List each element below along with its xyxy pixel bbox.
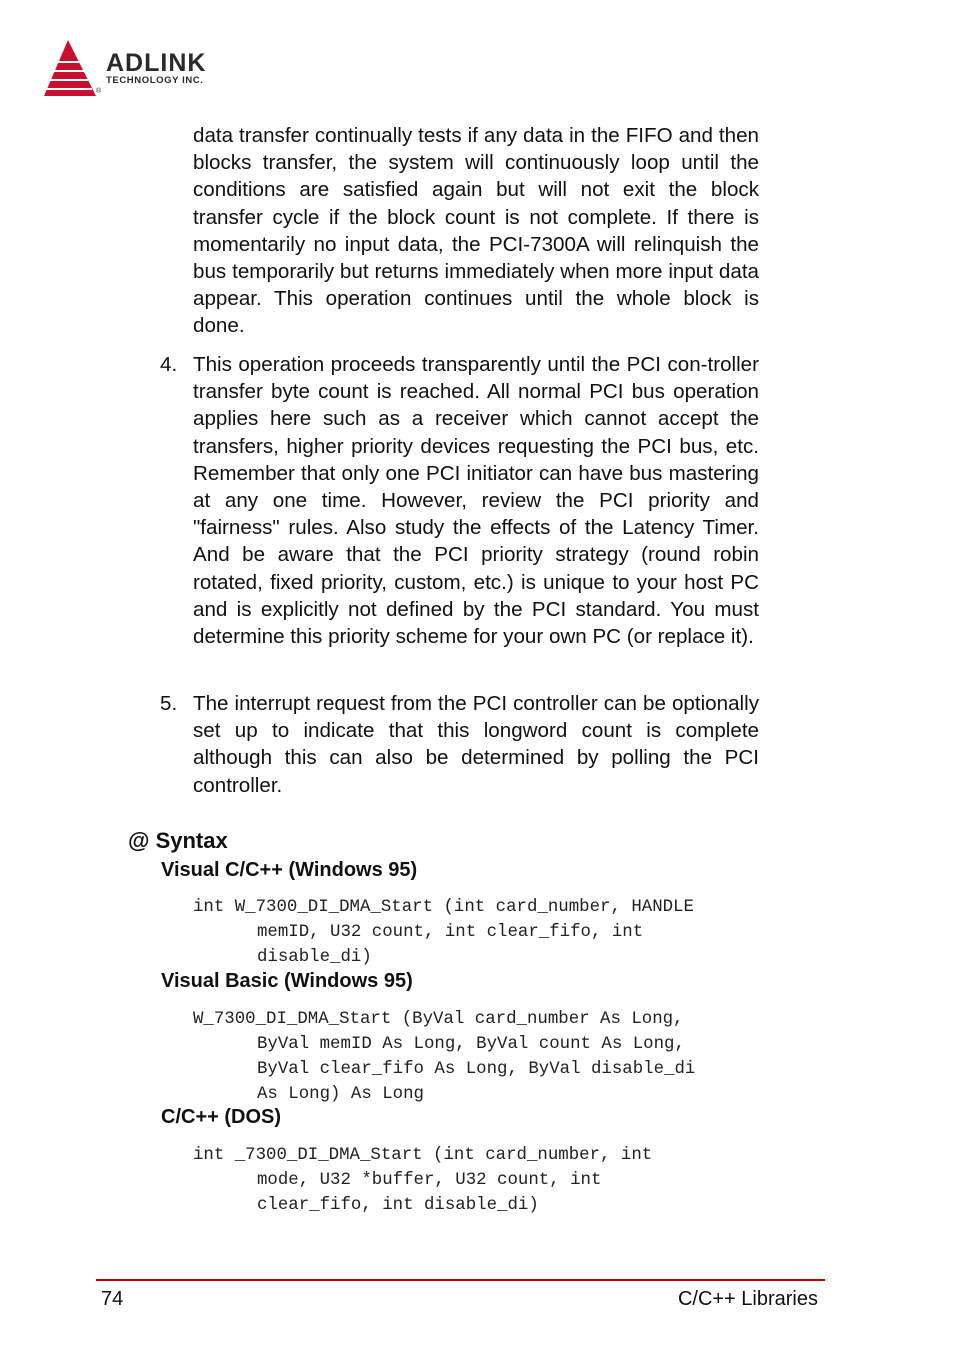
adlink-logo: [42, 38, 242, 100]
visual-c-code: [193, 895, 694, 970]
logo-tagline: TECHNOLOGY INC.: [106, 75, 204, 86]
list-number-5: 5.: [160, 692, 178, 715]
list-number-4: 4.: [160, 353, 178, 376]
page-number: 74: [101, 1288, 124, 1310]
code-line: As Long) As Long: [257, 1085, 424, 1104]
list-item-5: The interrupt request from the PCI controller can be optionally set up to indicate that this longword count is complete although this can also be determined by polling the PCI controller.: [193, 692, 759, 797]
syntax-heading: @ Syntax: [128, 828, 228, 853]
logo-registered-mark: ®: [96, 88, 102, 95]
list-item-4: This operation proceeds transparently until the PCI con-troller transfer byte count is reached. All normal PCI bus operation applies here such as a receiver which cannot accept the transfers, higher priority devices requesting the PCI bus, etc. Remember that only one PCI initiator can have bus mastering at any one time. However, review the PCI priority and "fairness" rules. Also study the effects of the Latency Timer. And be aware that the PCI priority strategy (round robin rotated, fixed priority, custom, etc.) is unique to your host PC and is explicitly not defined by the PCI standard. You must determine this priority scheme for your own PC (or replace it).: [193, 353, 759, 649]
code-line: ByVal memID As Long, ByVal count As Long,: [257, 1035, 685, 1054]
footer-section-title: C/C++ Libraries: [677, 1288, 818, 1310]
visual-basic-heading: Visual Basic (Windows 95): [161, 970, 413, 992]
code-line: ByVal clear_fifo As Long, ByVal disable_di: [257, 1060, 696, 1079]
code-line: W_7300_DI_DMA_Start (ByVal card_number As Long,: [193, 1010, 684, 1029]
logo-wordmark: ADLINK: [106, 49, 207, 77]
adlink-pyramid-icon: [42, 38, 102, 98]
code-line: clear_fifo, int disable_di): [257, 1196, 539, 1215]
visual-basic-code: [193, 1007, 695, 1107]
dos-code: [193, 1143, 652, 1218]
dos-heading: C/C++ (DOS): [161, 1106, 282, 1128]
code-line: mode, U32 *buffer, U32 count, int: [257, 1171, 602, 1190]
footer-rule: [96, 1279, 825, 1281]
code-line: memID, U32 count, int clear_fifo, int: [257, 923, 644, 942]
code-line: int W_7300_DI_DMA_Start (int card_number, HANDLE: [193, 898, 694, 917]
visual-c-heading: Visual C/C++ (Windows 95): [161, 859, 418, 881]
code-line: disable_di): [257, 948, 372, 967]
code-line: int _7300_DI_DMA_Start (int card_number, int: [193, 1146, 653, 1165]
continued-paragraph: data transfer continually tests if any data in the FIFO and then blocks transfer, the system will continuously loop until the conditions are satisfied again but will not exit the block transfer cycle if the block count is not complete. If there is momentarily no input data, the PCI-7300A will relinquish the bus temporarily but returns immediately when more input data appear. This operation continues until the whole block is done.: [193, 124, 759, 338]
